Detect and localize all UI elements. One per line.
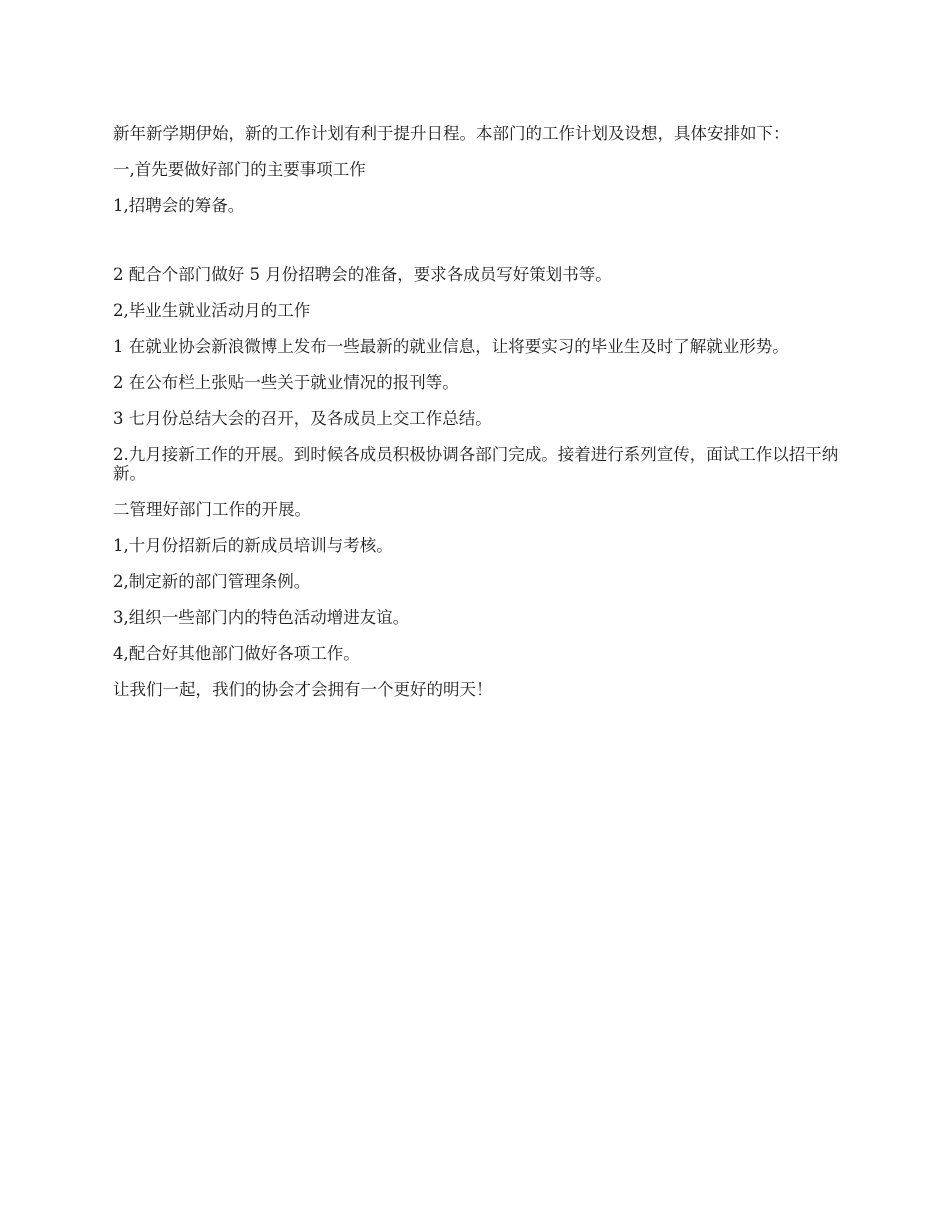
list-item: 2 配合个部门做好 5 月份招聘会的准备，要求各成员写好策划书等。	[113, 265, 612, 284]
list-item: 4,配合好其他部门做好各项工作。	[113, 644, 360, 663]
list-item: 3,组织一些部门内的特色活动增进友谊。	[113, 608, 410, 627]
list-item: 1,十月份招新后的新成员培训与考核。	[113, 536, 393, 555]
document-body	[113, 124, 840, 716]
paragraph-closing: 让我们一起，我们的协会才会拥有一个更好的明天！	[113, 680, 493, 699]
section-heading-2: 二管理好部门工作的开展。	[113, 500, 311, 519]
subsection-heading: 2,毕业生就业活动月的工作	[113, 301, 311, 320]
section-heading-1: 一,首先要做好部门的主要事项工作	[113, 160, 366, 179]
list-item: 2 在公布栏上张贴一些关于就业情况的报刊等。	[113, 373, 459, 392]
list-item: 2,制定新的部门管理条例。	[113, 572, 311, 591]
list-item: 1,招聘会的筹备。	[113, 196, 245, 215]
paragraph-intro: 新年新学期伊始，新的工作计划有利于提升日程。本部门的工作计划及设想，具体安排如下：	[113, 124, 790, 143]
list-item: 3 七月份总结大会的召开，及各成员上交工作总结。	[113, 409, 492, 428]
list-item: 1 在就业协会新浪微博上发布一些最新的就业信息，让将要实习的毕业生及时了解就业形势。	[113, 337, 789, 356]
list-item: 2.九月接新工作的开展。到时候各成员积极协调各部门完成。接着进行系列宣传，面试工作以招干纳新。	[113, 445, 839, 483]
